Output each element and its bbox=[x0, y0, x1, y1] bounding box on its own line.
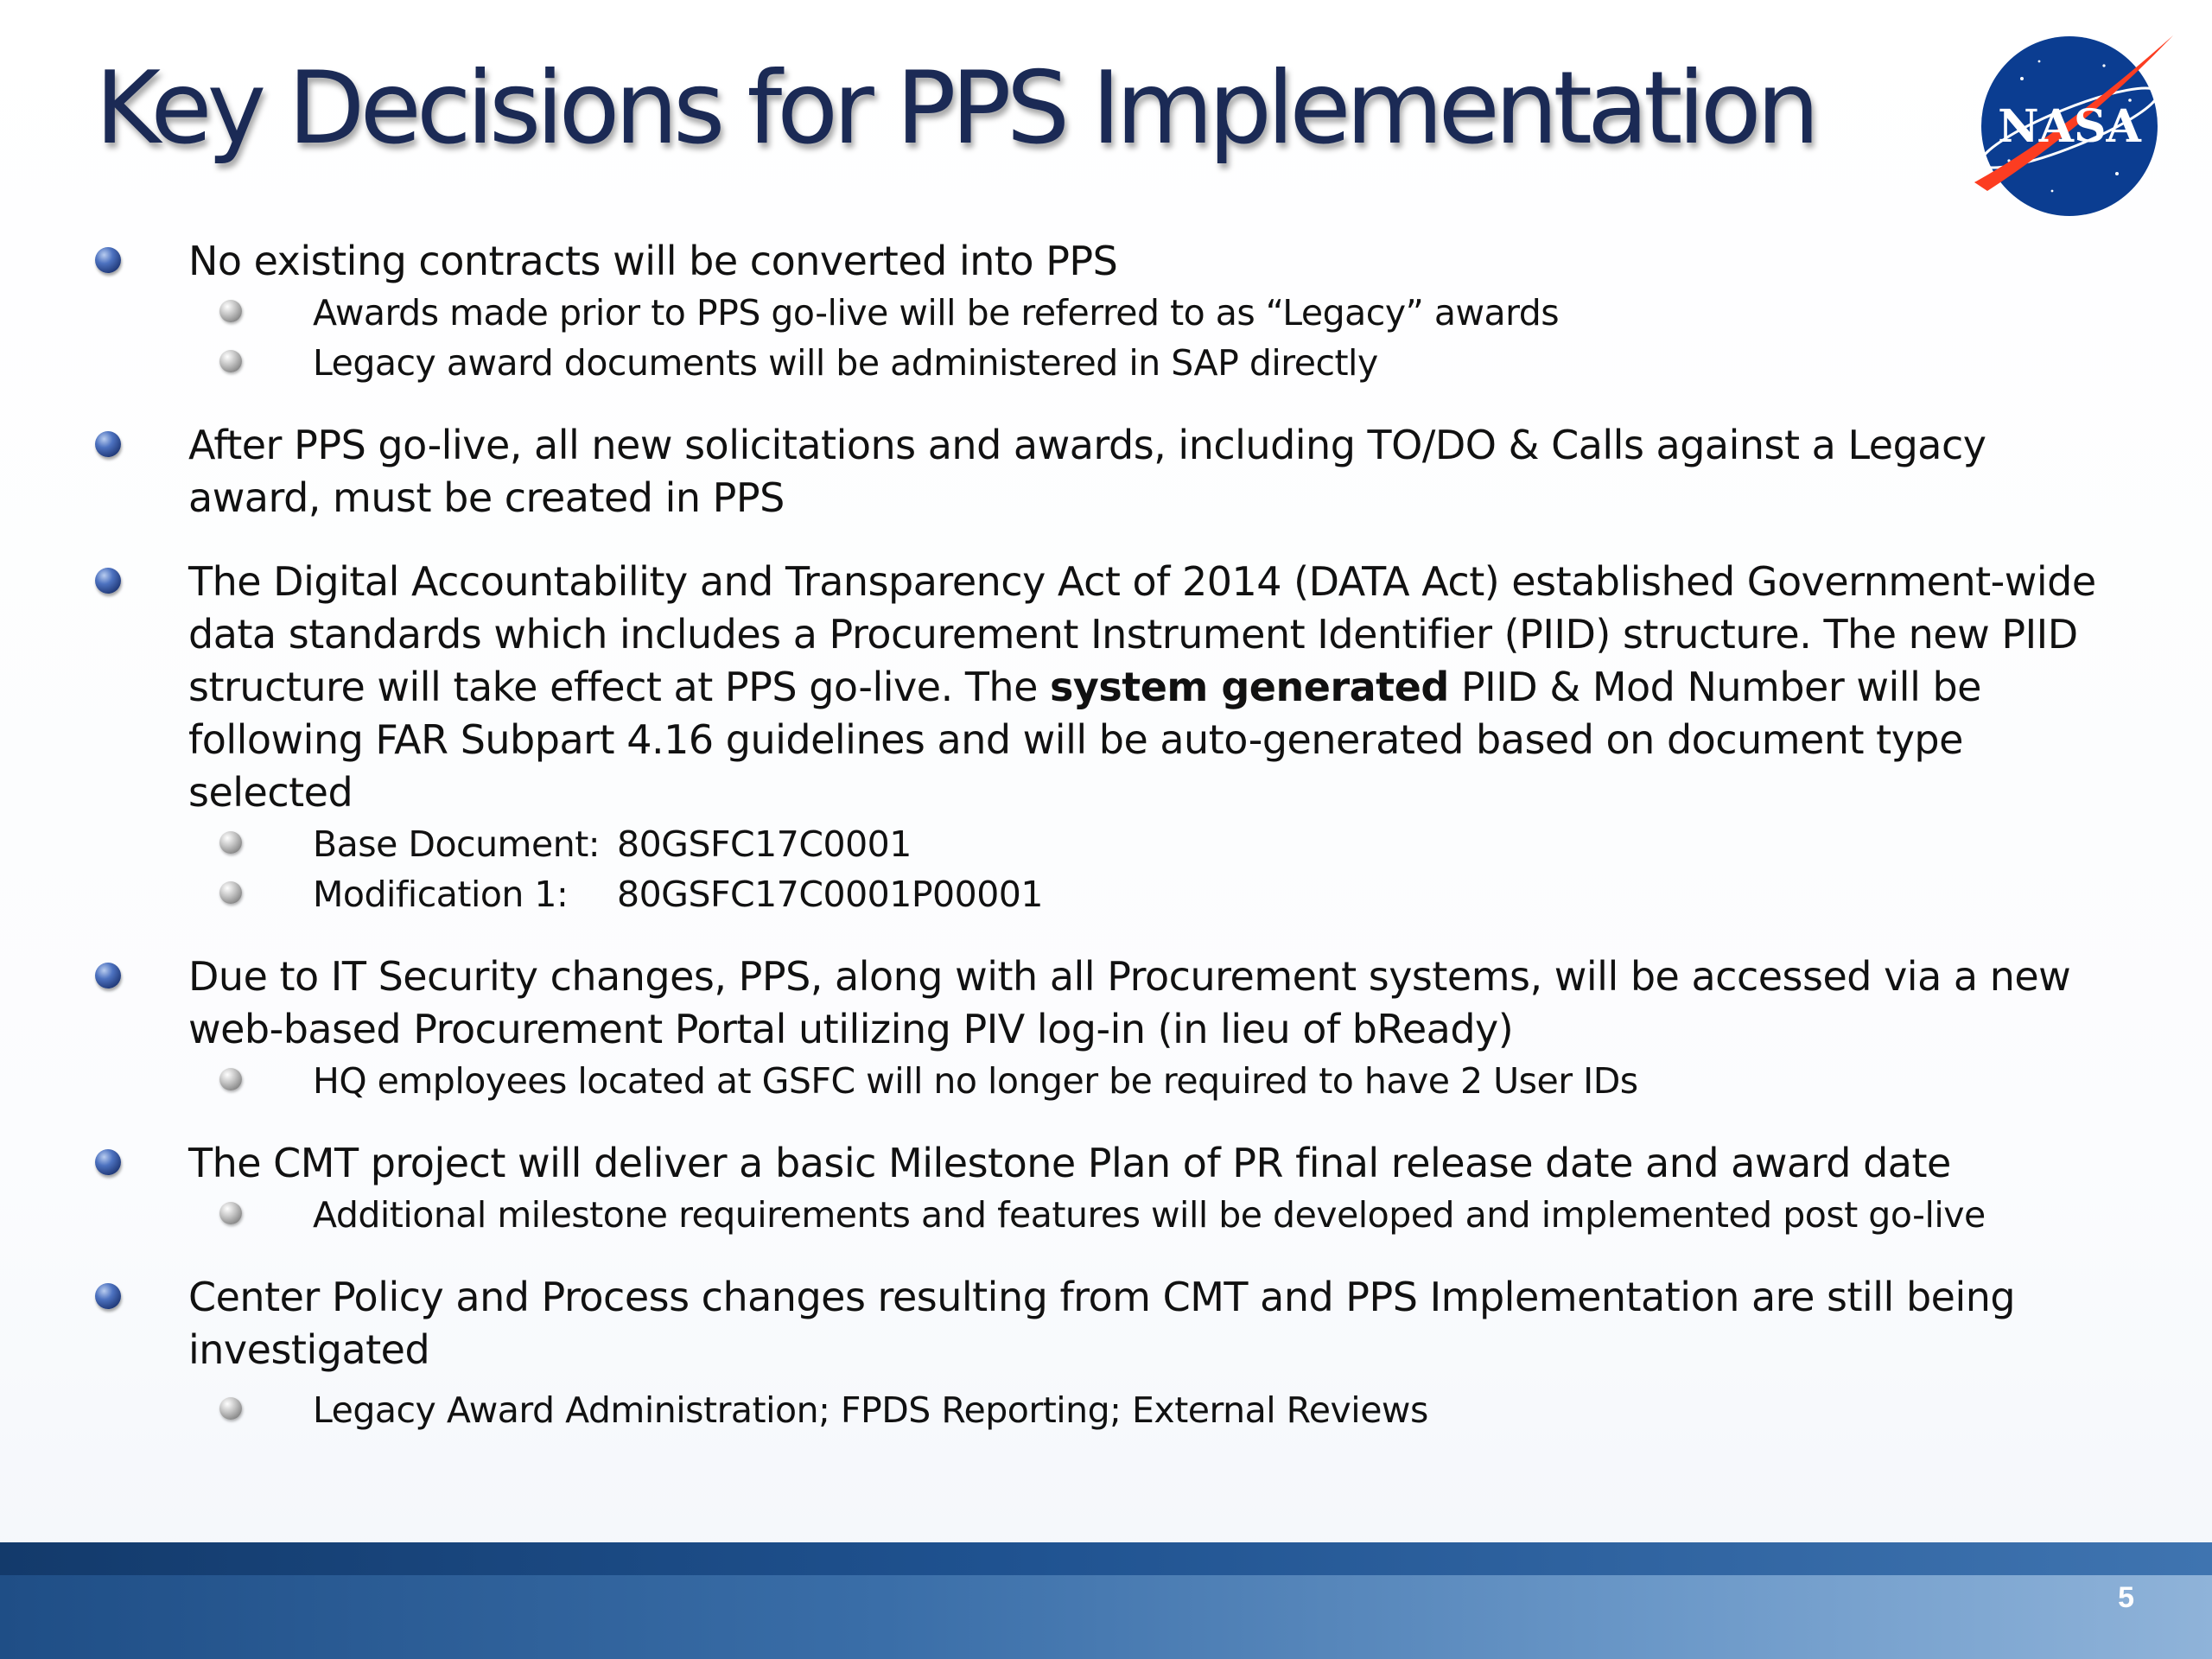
bullet-text: After PPS go-live, all new solicitations and awards, including TO/DO & Calls against a Legacy award, must be created in PPS bbox=[188, 422, 1986, 521]
footer-band bbox=[0, 1542, 2212, 1575]
bullet-icon bbox=[95, 568, 121, 594]
sub-bullet-item bbox=[95, 338, 2108, 388]
bullet-item bbox=[95, 419, 2108, 524]
nasa-logo bbox=[1957, 31, 2182, 221]
bullet-item bbox=[95, 1271, 2108, 1376]
example-label: Modification 1: bbox=[313, 874, 569, 915]
sub-bullet-icon bbox=[219, 350, 242, 372]
slide-content bbox=[95, 235, 2108, 1435]
example-label: Base Document: bbox=[313, 823, 601, 865]
example-value: 80GSFC17C0001P00001 bbox=[617, 874, 1043, 915]
bullet-item bbox=[95, 235, 2108, 288]
bullet-icon bbox=[95, 431, 121, 457]
sub-bullet-item bbox=[95, 819, 2108, 869]
sub-bullet-icon bbox=[219, 1397, 242, 1420]
sub-bullet-icon bbox=[219, 881, 242, 904]
sub-bullet-icon bbox=[219, 300, 242, 322]
sub-bullet-item bbox=[95, 1190, 2108, 1240]
sub-bullet-text: Awards made prior to PPS go-live will be referred to as “Legacy” awards bbox=[313, 292, 1560, 334]
sub-bullet-text: Legacy Award Administration; FPDS Reporting; External Reviews bbox=[313, 1389, 1428, 1431]
bullet-icon bbox=[95, 247, 121, 273]
bullet-icon bbox=[95, 1149, 121, 1175]
sub-bullet-icon bbox=[219, 1202, 242, 1224]
sub-bullet-icon bbox=[219, 831, 242, 854]
sub-bullet-text: HQ employees located at GSFC will no longer be required to have 2 User IDs bbox=[313, 1060, 1638, 1102]
bullet-text: Center Policy and Process changes resulting from CMT and PPS Implementation are still being investigated bbox=[188, 1274, 2016, 1373]
sub-bullet-item bbox=[95, 869, 2108, 919]
bullet-text-bold: system generated bbox=[1050, 664, 1449, 710]
sub-bullet-text: Legacy award documents will be administered in SAP directly bbox=[313, 342, 1378, 384]
sub-bullet-icon bbox=[219, 1068, 242, 1090]
footer-bar bbox=[0, 1542, 2212, 1659]
bullet-icon bbox=[95, 963, 121, 988]
bullet-text-part: PIID & Mod Number will be following FAR Subpart 4.16 guidelines and will be auto-generated based on document type selected bbox=[188, 664, 1981, 816]
bullet-text-part: The Digital Accountability and Transparency Act of 2014 (DATA Act) established Government-wide data standards which includes a Procurement Instrument Identifier (PIID) structure. The new PIID structure will take effect at PPS go-live. The bbox=[188, 558, 2096, 710]
sub-bullet-text: Additional milestone requirements and features will be developed and implemented post go-live bbox=[313, 1194, 1986, 1236]
nasa-logo-text: NASA bbox=[1998, 100, 2141, 153]
bullet-icon bbox=[95, 1283, 121, 1309]
bullet-item bbox=[95, 1137, 2108, 1190]
bullet-text: The CMT project will deliver a basic Milestone Plan of PR final release date and award date bbox=[188, 1140, 1951, 1186]
bullet-text: No existing contracts will be converted into PPS bbox=[188, 238, 1118, 284]
sub-bullet-item bbox=[95, 288, 2108, 338]
bullet-item bbox=[95, 556, 2108, 819]
page-number: 5 bbox=[2118, 1581, 2134, 1614]
sub-bullet-item bbox=[95, 1385, 2108, 1435]
example-value: 80GSFC17C0001 bbox=[617, 823, 912, 865]
slide-title: Key Decisions for PPS Implementation bbox=[95, 50, 1815, 167]
bullet-item bbox=[95, 950, 2108, 1056]
sub-bullet-item bbox=[95, 1056, 2108, 1106]
bullet-text: Due to IT Security changes, PPS, along with all Procurement systems, will be accessed via a new web-based Procurement Portal utilizing PIV log-in (in lieu of bReady) bbox=[188, 953, 2071, 1052]
